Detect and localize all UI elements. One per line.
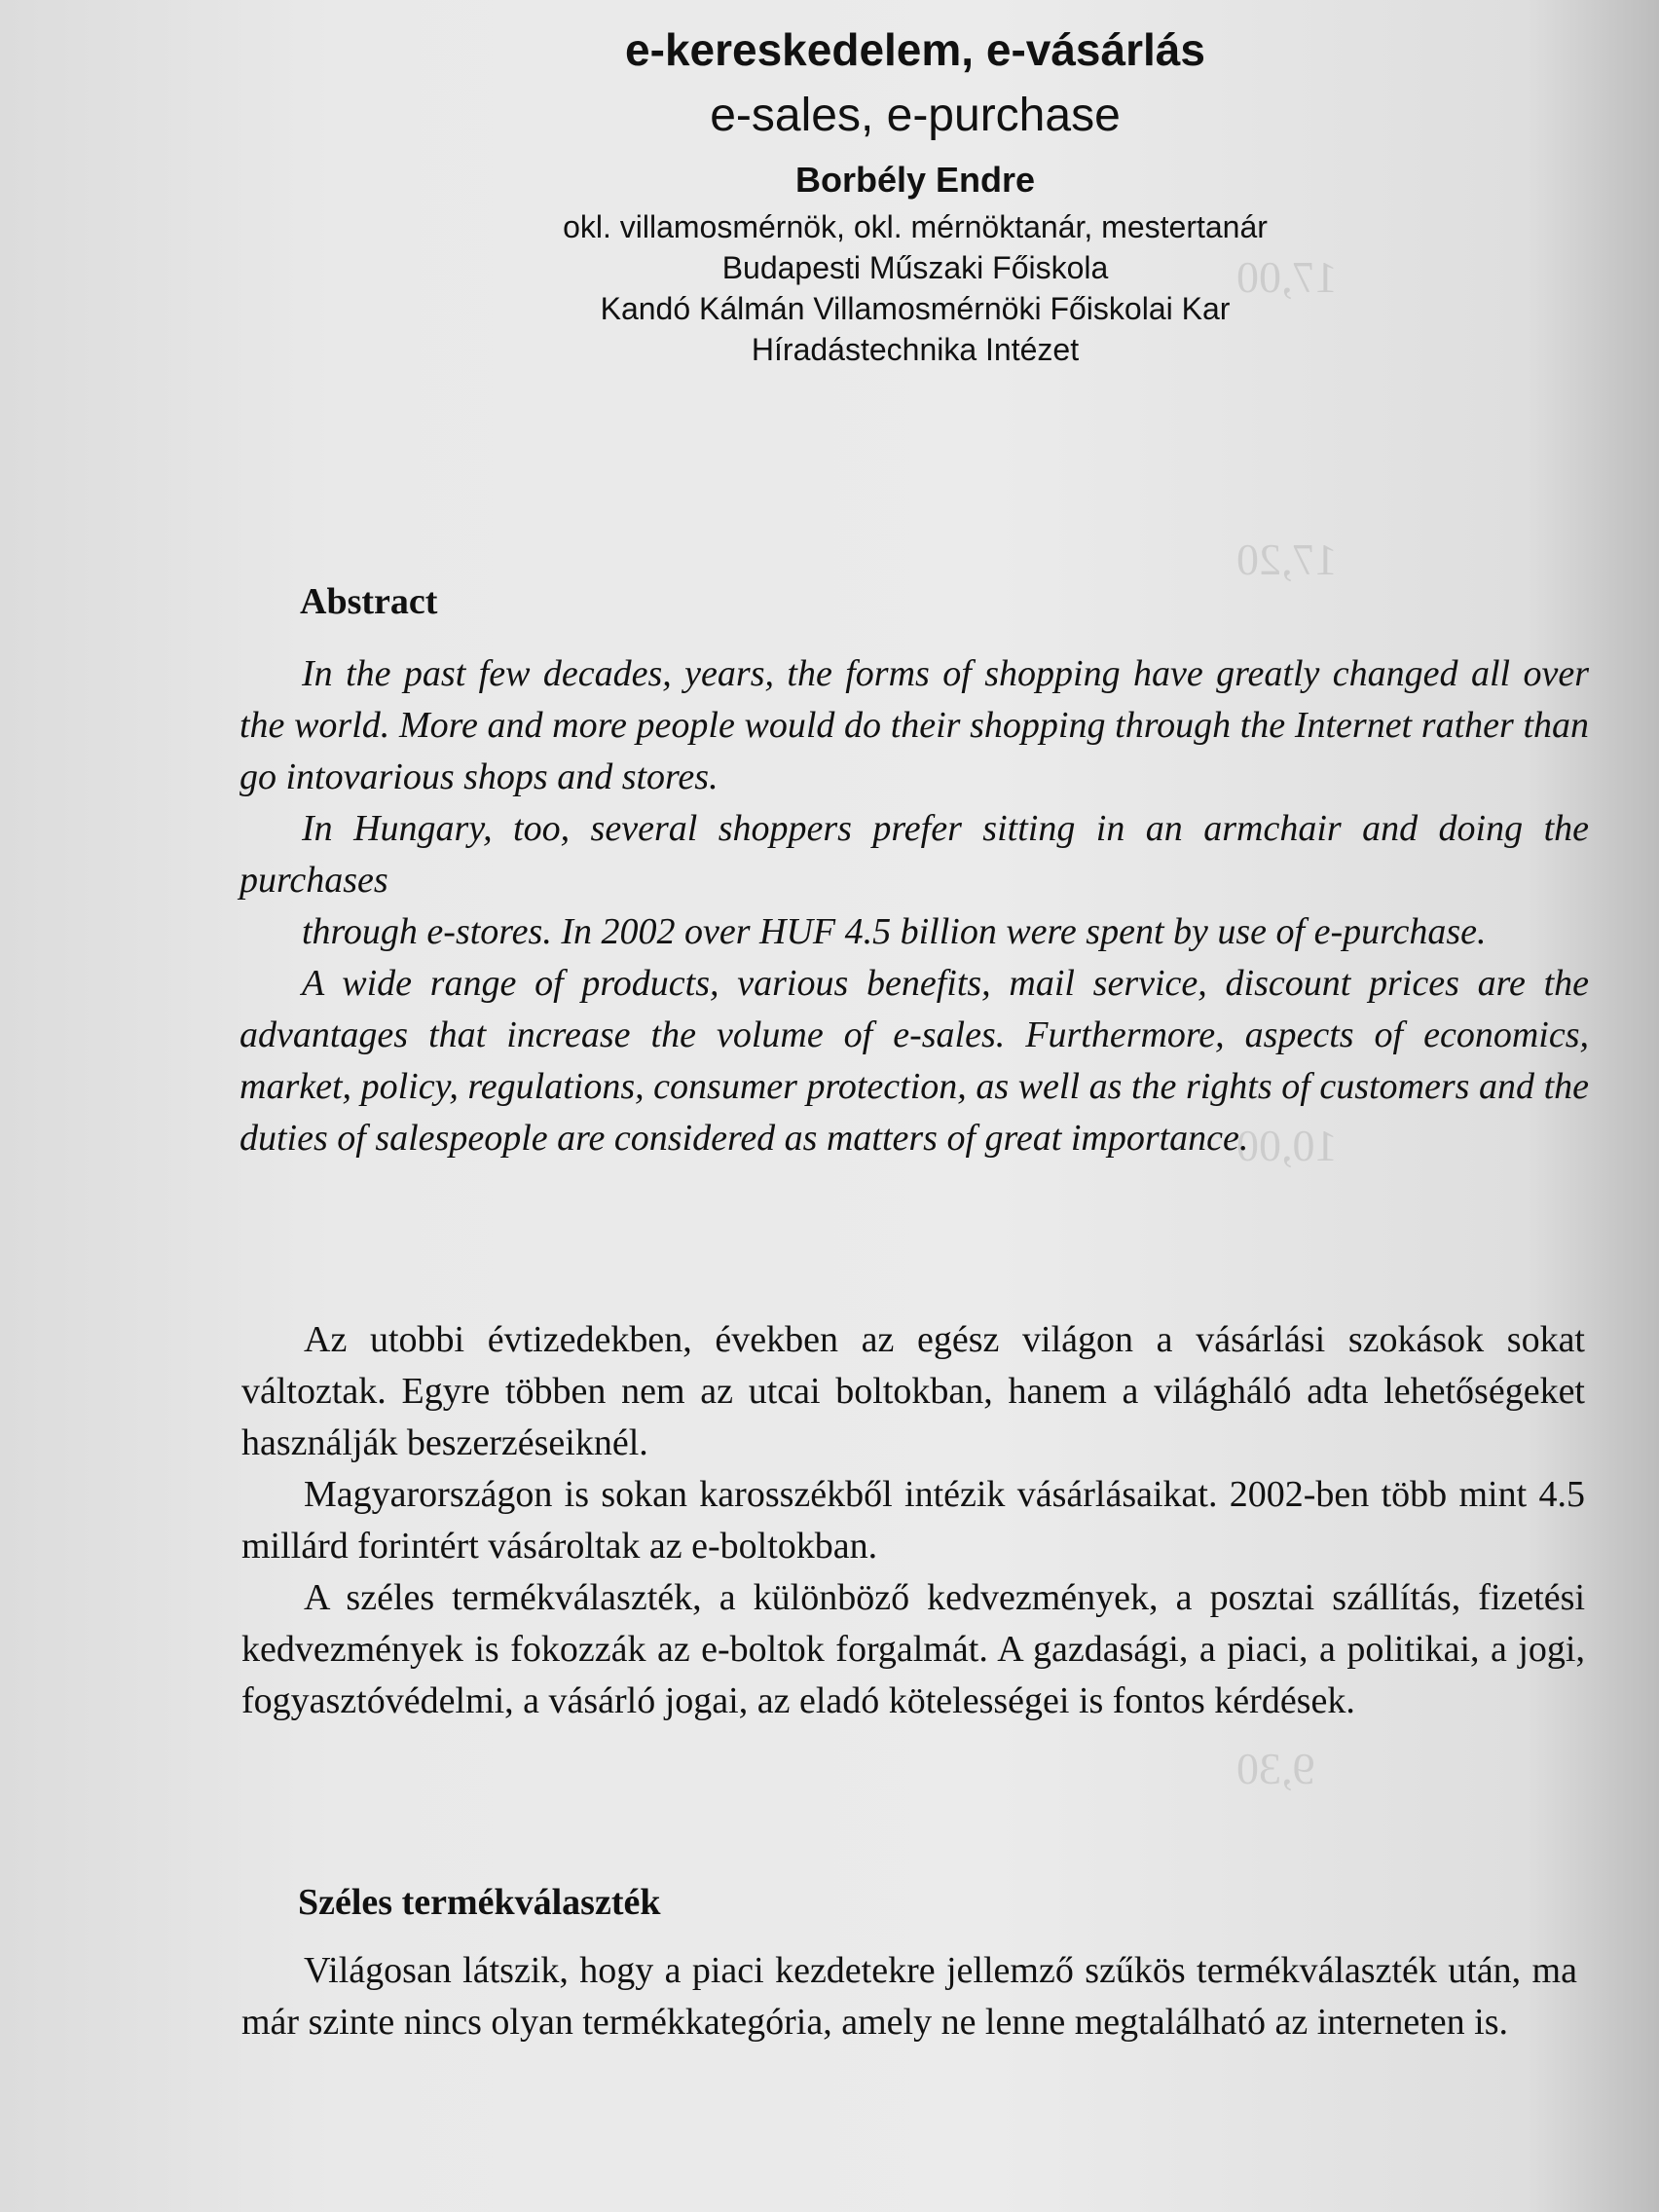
abstract-paragraph: through e-stores. In 2002 over HUF 4.5 billion were spent by use of e-purchase. bbox=[302, 911, 1487, 952]
abstract-paragraph: In the past few decades, years, the forms of shopping have greatly changed all over the world. More and more people would do their shopping through the Internet rather than go intovarious shops and stores. bbox=[240, 653, 1589, 797]
bleed-through-line: 17,00 bbox=[1236, 252, 1338, 302]
abstract-body bbox=[240, 648, 1589, 1164]
bleed-through-line: 17,20 bbox=[1236, 535, 1338, 584]
section-paragraph: Világosan látszik, hogy a piaci kezdetekre jellemző szűkös termékválaszték után, ma már szinte nincs olyan termékkategória, amely ne lenne megtalálható az interneten is. bbox=[241, 1950, 1577, 2043]
article-title: e-kereskedelem, e-vásárlás bbox=[625, 24, 1205, 75]
section-heading: Széles termékválaszték bbox=[298, 1882, 661, 1923]
section-body bbox=[241, 1945, 1577, 2048]
article-header bbox=[487, 19, 1344, 370]
affiliation-line: Budapesti Műszaki Főiskola bbox=[721, 250, 1109, 285]
affiliation-line: Híradástechnika Intézet bbox=[751, 332, 1080, 367]
abstract-paragraph: In Hungary, too, several shoppers prefer sitting in an armchair and doing the purchases bbox=[240, 808, 1589, 901]
bleed-through-line: 9,30 bbox=[1236, 1744, 1315, 1793]
intro-paragraph: Magyarországon is sokan karosszékből intézik vásárlásaikat. 2002-ben több mint 4.5 millárd forintért vásároltak az e-boltokban. bbox=[241, 1474, 1585, 1567]
intro-paragraph: A széles termékválaszték, a különböző kedvezmények, a posztai szállítás, fizetési kedvezmények is fokozzák az e-boltok forgalmát. A gazdasági, a piaci, a politikai, a jogi, fogyasztóvédelmi, a vásárló jogai, az eladó kötelességei is fontos kérdések. bbox=[241, 1577, 1585, 1721]
affiliation-line: Kandó Kálmán Villamosmérnöki Főiskolai Kar bbox=[600, 291, 1231, 326]
author-name: Borbély Endre bbox=[794, 160, 1036, 200]
bleed-through-line: 10,00 bbox=[1236, 1121, 1338, 1170]
abstract-paragraph: A wide range of products, various benefits, mail service, discount prices are the advantages that increase the volume of e-sales. Furthermore, aspects of economics, market, policy, regulations, consumer protection, as well as the rights of customers and the duties of salespeople are considered as matters of great importance. bbox=[240, 963, 1589, 1159]
hungarian-intro-body bbox=[241, 1314, 1585, 1727]
intro-paragraph: Az utobbi évtizedekben, években az egész világon a vásárlási szokások sokat változtak. Egyre többen nem az utcai boltokban, hanem a világháló adta lehetőségeket használják beszerzéseiknél. bbox=[241, 1319, 1585, 1463]
abstract-heading: Abstract bbox=[300, 581, 438, 622]
affiliation-line: okl. villamosmérnök, okl. mérnöktanár, mestertanár bbox=[563, 209, 1268, 244]
article-subtitle: e-sales, e-purchase bbox=[710, 90, 1121, 141]
